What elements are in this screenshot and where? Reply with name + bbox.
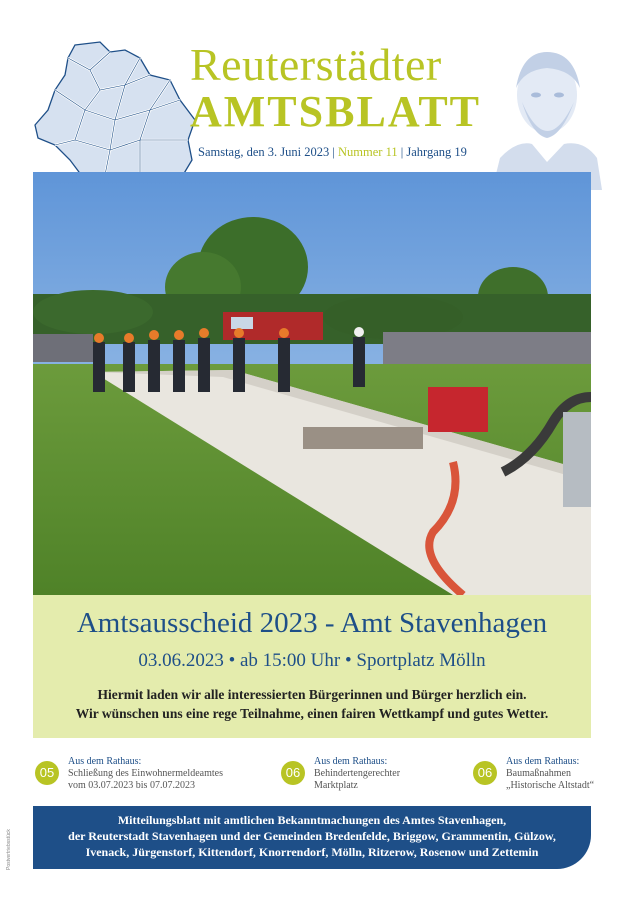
notice-label: Aus dem Rathaus: [506,756,580,767]
issue-separator: | [400,145,404,159]
footer-text [33,812,591,860]
notice-text: Baumaßnahmen [506,768,571,779]
issue-info [198,145,467,160]
notice-text: „Historische Altstadt“ [506,780,595,791]
cover-photo [33,172,591,595]
footer-line: Mitteilungsblatt mit amtlichen Bekanntmachungen des Amtes Stavenhagen, [117,813,507,827]
event-invitation [33,685,591,723]
notice-text: Schließung des Einwohnermeldeamtes [68,768,223,779]
masthead-title-line2: AMTSBLATT [190,87,482,136]
footer-line: Ivenack, Jürgenstorf, Kittendorf, Knorrendorf, Mölln, Ritzerow, Rosenow und Zettemin [85,845,539,859]
issue-date: Samstag, den 3. Juni 2023 [198,145,330,159]
notice-label: Aus dem Rathaus: [68,756,142,767]
issue-separator: | [332,145,335,159]
postal-mark: Postvertriebsstück [6,829,12,870]
notice-text: Marktplatz [314,780,358,791]
page-number-badge: 06 [473,761,497,785]
event-details: 03.06.2023 • ab 15:00 Uhr • Sportplatz Mölln [138,650,486,671]
notice-text: Behindertengerechter [314,768,401,779]
footer-line: der Reuterstadt Stavenhagen und der Gemeinden Bredenfelde, Briggow, Grammentin, Gülzow, [68,829,556,843]
notice-item [68,756,223,792]
notice-label: Aus dem Rathaus: [314,756,388,767]
notice-item [506,756,594,792]
notice-item [314,756,400,792]
event-title: Amtsausscheid 2023 - Amt Stavenhagen [76,607,548,639]
page-number-badge: 06 [281,761,305,785]
invitation-line: Wir wünschen uns eine rege Teilnahme, einen fairen Wettkampf und gutes Wetter. [75,706,549,721]
masthead-title-line1: Reuterstädter [190,39,442,90]
issue-number: Nummer 11 [338,145,398,159]
portrait-illustration [492,40,602,190]
notice-text: vom 03.07.2023 bis 07.07.2023 [68,780,195,791]
page-number-badge: 05 [35,761,59,785]
issue-volume: Jahrgang 19 [406,145,467,159]
invitation-line: Hiermit laden wir alle interessierten Bürgerinnen und Bürger herzlich ein. [97,687,527,702]
